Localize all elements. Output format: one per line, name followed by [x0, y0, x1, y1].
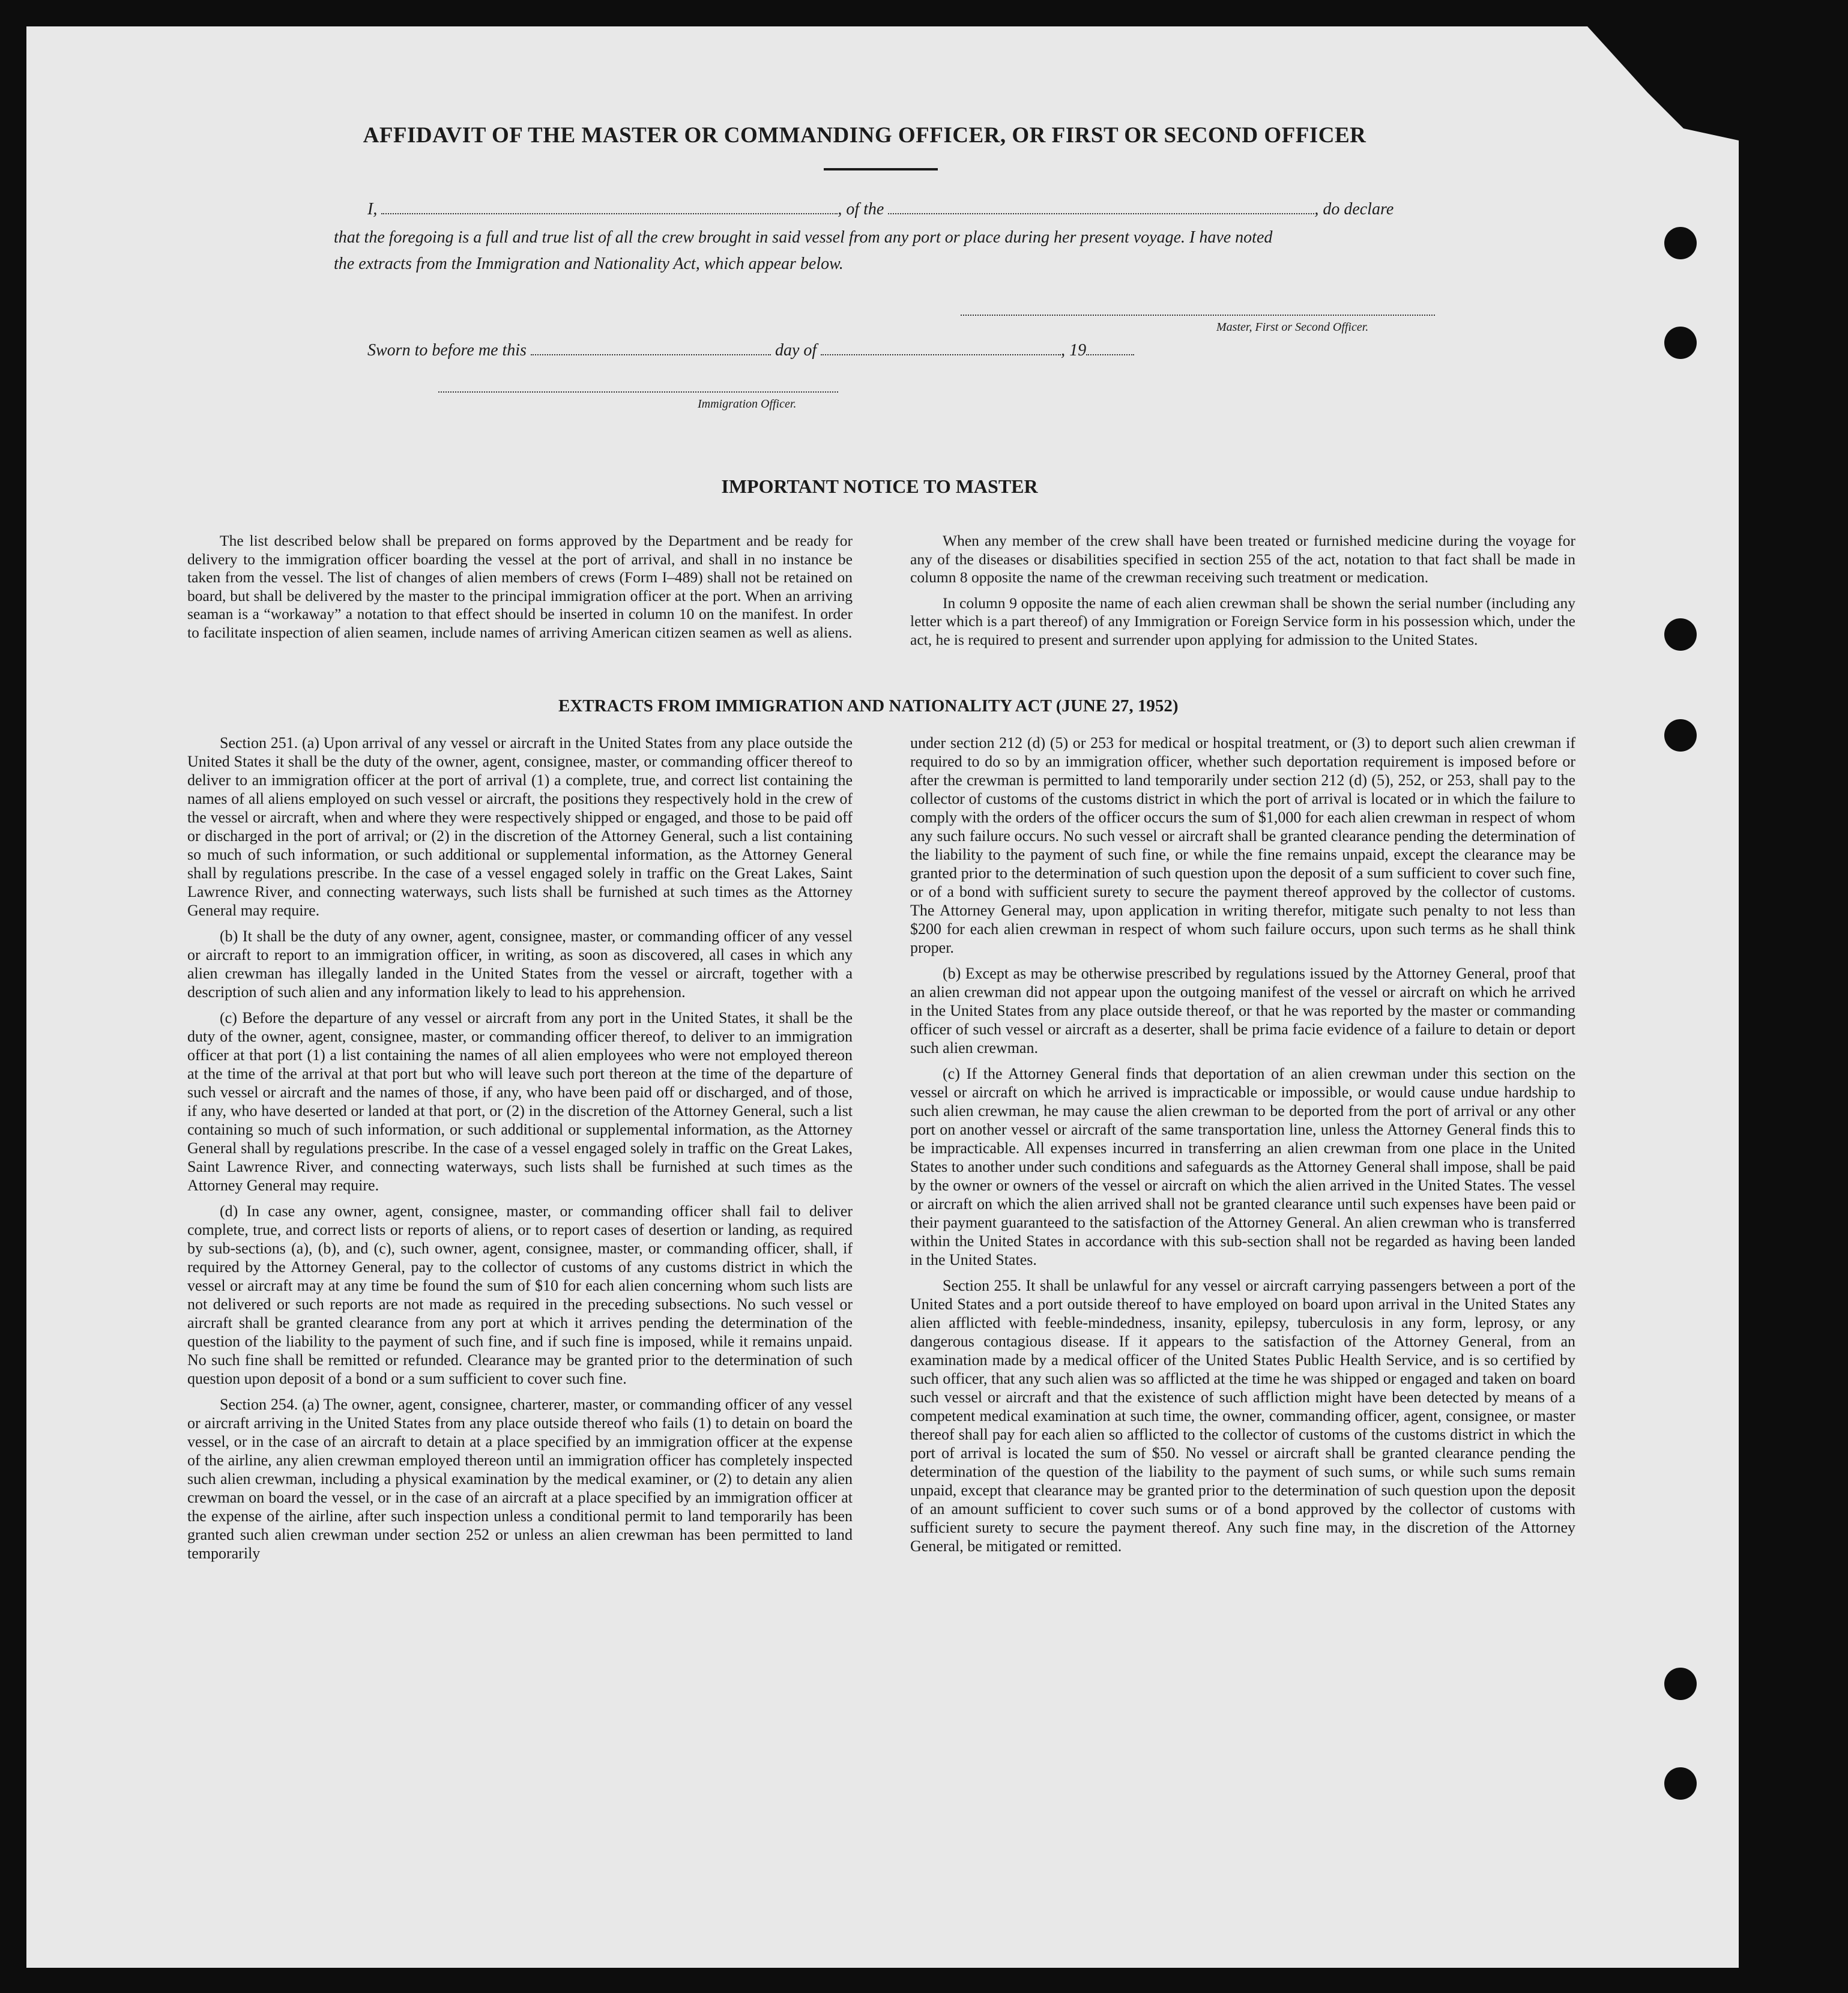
master-caption: Master, First or Second Officer.: [1216, 321, 1369, 334]
extracts-left-column: [187, 734, 853, 1570]
section-251-a: Section 251. (a) Upon arrival of any vessel or aircraft in the United States from any place outside the United States it shall be the duty of the owner, agent, consignee, master, or commanding officer thereof to deliver to an immigration officer at the port of arrival (1) a complete, true, and correct list containing the names of all aliens employed on such vessel or aircraft, the positions they respectively hold in the crew of the vessel or aircraft, when and where they were respectively shipped or engaged, and those to be paid off or discharged in the port of arrival; or (2) in the discretion of the Attorney General, such a list containing so much of such information, or such additional or supplemental information, as the Attorney General shall by regulations prescribe. In the case of a vessel engaged solely in traffic on the Great Lakes, Saint Lawrence River, and connecting waterways, such lists shall be furnished at such times as the Attorney General may require.: [187, 734, 853, 919]
section-255: Section 255. It shall be unlawful for any vessel or aircraft carrying passengers between a port of the United States and a port outside thereof to have employed on board upon arrival in the United States any alien afflicted with feeble-mindedness, insanity, epilepsy, tuberculosis in any form, leprosy, or any dangerous contagious disease. If it appears to the satisfaction of the Attorney General, from an examination made by a medical officer of the United States Public Health Service, and is so certified by such officer, that any such alien was so afflicted at the time he was shipped or engaged and taken on board such vessel or aircraft and that the existence of such affliction might have been detected by means of a competent medical examination at such time, the owner, commanding officer, agent, consignee, or master thereof shall pay for each alien so afflicted to the collector of customs of the customs district in which the port of arrival is located the sum of $50. No vessel or aircraft shall be granted clearance pending the determination of the question of the liability to the payment of such sums, or while such sums remain unpaid, except that clearance may be granted prior to the determination of such question upon the deposit of an amount sufficient to cover such sums or of a bond approved by the collector of customs with sufficient surety to secure the payment thereof. Any such fine may, in the discretion of the Attorney General, be mitigated or remitted.: [910, 1277, 1575, 1555]
notice-title: IMPORTANT NOTICE TO MASTER: [721, 475, 1038, 497]
vessel-field[interactable]: [888, 213, 1314, 214]
extracts-title: EXTRACTS FROM IMMIGRATION AND NATIONALITY ACT (JUNE 27, 1952): [558, 696, 1179, 716]
sworn-month-field[interactable]: [821, 354, 1061, 355]
binder-hole: [1664, 719, 1697, 752]
officer-caption: Immigration Officer.: [698, 397, 797, 411]
notice-left-column: [187, 532, 853, 649]
declaration-line-2: that the foregoing is a full and true list of all the crew brought in said vessel from any port or place during her present voyage. I have noted: [334, 228, 1273, 247]
declaration-line-1: I, , of the , do declare: [367, 200, 1394, 219]
binder-hole: [1664, 1668, 1697, 1700]
section-251-c: (c) Before the departure of any vessel or aircraft from any port in the United States, it shall be the duty of the owner, agent, consignee, master, or commanding officer thereof, to deliver to an immigration officer at that port (1) a list containing the names of all alien employees who were not employed thereon at the time of the arrival at that port but who will leave such port thereon at the time of the departure of such vessel or aircraft and the names of those, if any, who have been paid off or discharged, and of those, if any, who have deserted or landed at that port, or (2) in the discretion of the Attorney General, such a list containing so much of such information, or such additional or supplemental information, as the Attorney General shall by regulations prescribe. In the case of a vessel engaged solely in traffic on the Great Lakes, Saint Lawrence River, and connecting waterways, such lists shall be furnished at such times as the Attorney General may require.: [187, 1009, 853, 1194]
binder-hole: [1664, 227, 1697, 259]
section-251-b: (b) It shall be the duty of any owner, agent, consignee, master, or commanding officer of any vessel or aircraft to report to an immigration officer, in writing, as soon as discovered, all cases in which any alien crewman has illegally landed in the United States from the vessel or aircraft, together with a description of such alien and any information likely to lead to his apprehension.: [187, 927, 853, 1001]
affidavit-title: AFFIDAVIT OF THE MASTER OR COMMANDING OFFICER, OR FIRST OR SECOND OFFICER: [363, 123, 1366, 148]
section-251-d: (d) In case any owner, agent, consignee, master, or commanding officer shall fail to deliver complete, true, and correct lists or reports of aliens, or to report cases of desertion or landing, as required by sub-sections (a), (b), and (c), such owner, agent, consignee, master, or commanding officer, shall, if required by the Attorney General, pay to the collector of customs of any customs district in which the vessel or aircraft may at any time be found the sum of $10 for each alien concerning whom such lists are not delivered or such reports are not made as required in the preceding subsections. No such vessel or aircraft shall be granted clearance from any port at which it arrives pending the determination of the question of the liability to the payment of such fine, and if such fine is imposed, while it remains unpaid. No such fine shall be remitted or refunded. Clearance may be granted prior to the determination of such question upon deposit of a bond or a sum sufficient to cover such fine.: [187, 1202, 853, 1387]
sworn-year-field[interactable]: [1086, 354, 1134, 355]
section-254-a-continued: under section 212 (d) (5) or 253 for medical or hospital treatment, or (3) to deport such alien crewman if required to do so by an immigration officer, whether such deportation requirement is imposed before or after the crewman is permitted to land temporarily under section 212 (d) (5), 252, or 253, shall pay to the collector of customs of the customs district in which the port of arrival is located or in which the failure to comply with the orders of the officer occurs the sum of $1,000 for each alien crewman in respect of whom any such failure occurs. No such vessel or aircraft shall be granted clearance pending the determination of the liability to the payment of such fine, or while the fine remains unpaid, except the clearance may be granted prior to the determination of such question upon the deposit of a sum sufficient to cover such fine, or of a bond with sufficient surety to secure the payment thereof approved by the collector of customs. The Attorney General may, upon application in writing therefor, mitigate such penalty to not less than $200 for each alien crewman in respect of whom such failure occurs, upon such terms as he shall think proper.: [910, 734, 1575, 956]
section-254-c: (c) If the Attorney General finds that deportation of an alien crewman under this section on the vessel or aircraft on which he arrived is impracticable or impossible, or would cause undue hardship to such alien crewman, he may cause the alien crewman to be deported from the port of arrival or any other port on another vessel or aircraft of the same transportation line, unless the Attorney General finds this to be impracticable. All expenses incurred in transferring an alien crewman from one place in the United States to another under such conditions and safeguards as the Attorney General shall impose, shall be paid by the owner or owners of the vessel or aircraft on which the alien arrived in the United States. The vessel or aircraft on which the alien arrived shall not be granted clearance until such expenses have been paid or their payment guaranteed to the satisfaction of the Attorney General. An alien crewman who is transferred within the United States in accordance with this sub-section shall not be regarded as having been landed in the United States.: [910, 1065, 1575, 1268]
notice-right-paragraph-1: When any member of the crew shall have been treated or furnished medicine during the voyage for any of the diseases or disabilities specified in section 255 of the act, notation to that fact shall be made in column 8 opposite the name of the crewman receiving such treatment or medication.: [910, 532, 1575, 586]
extracts-right-column: [910, 734, 1575, 1563]
declaration-line-3: the extracts from the Immigration and Nationality Act, which appear below.: [334, 255, 844, 273]
binder-hole: [1664, 1767, 1697, 1800]
notice-left-paragraph: The list described below shall be prepared on forms approved by the Department and be ready for delivery to the immigration officer boarding the vessel at the port of arrival, and shall in no instance be taken from the vessel. The list of changes of alien members of crews (Form I–489) shall not be retained on board, but shall be delivered by the master to the principal immigration officer at the port. When an arriving seaman is a “workaway” a notation to that effect should be inserted in column 10 on the manifest. In order to facilitate inspection of alien seamen, include names of arriving American citizen seamen as well as aliens.: [187, 532, 853, 641]
notice-right-column: [910, 532, 1575, 656]
sworn-line: Sworn to before me this day of , 19: [367, 341, 1134, 360]
section-254-a: Section 254. (a) The owner, agent, consignee, charterer, master, or commanding officer of any vessel or aircraft arriving in the United States from any place outside thereof who fails (1) to detain on board the vessel, or in the case of an aircraft to detain at a place specified by an immigration officer at the expense of the airline, any alien crewman employed thereon until an immigration officer has completely inspected such alien crewman, including a physical examination by the medical examiner, or (2) to detain any alien crewman on board the vessel, or in the case of an aircraft at a place specified by an immigration officer at the expense of the airline, after such inspection unless a conditional permit to land temporarily has been granted such alien crewman under section 252 or unless an alien crewman has been permitted to land temporarily: [187, 1396, 853, 1562]
master-signature-line[interactable]: [961, 315, 1435, 316]
notice-right-paragraph-2: In column 9 opposite the name of each alien crewman shall be shown the serial number (including any letter which is a part thereof) of any Immigration or Foreign Service form in his possession which, under the act, he is required to present and surrender upon applying for admission to the United States.: [910, 594, 1575, 648]
officer-signature-line[interactable]: [438, 391, 838, 393]
binder-hole: [1664, 618, 1697, 651]
name-field[interactable]: [381, 213, 838, 214]
title-underline: [824, 168, 938, 170]
section-254-b: (b) Except as may be otherwise prescribed by regulations issued by the Attorney General, proof that an alien crewman did not appear upon the outgoing manifest of the vessel or aircraft on which he arrived in the United States from any place outside thereof, or that he was reported by the master or commanding officer of such vessel or aircraft as a deserter, shall be prima facie evidence of a failure to detain or deport such alien crewman.: [910, 965, 1575, 1057]
binder-hole: [1664, 327, 1697, 359]
sworn-day-field[interactable]: [531, 354, 771, 355]
